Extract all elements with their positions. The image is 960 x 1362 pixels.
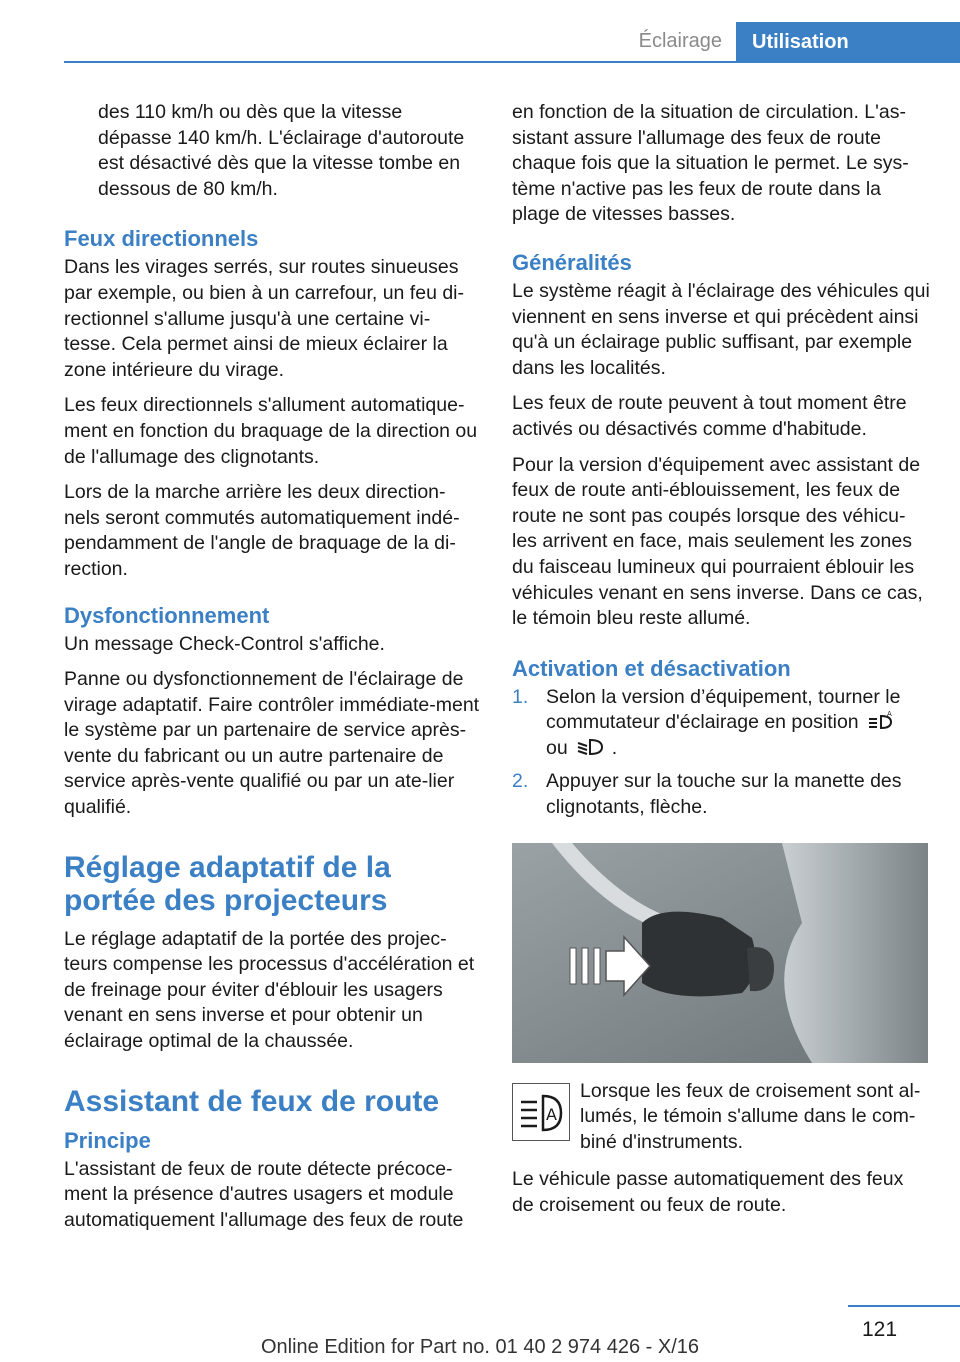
step-number: 1. [512, 685, 529, 708]
gen-paragraph-3: Pour la version d'équipement avec assistant de feux de route anti-éblouissement, les feux de route ne sont pas coupés lorsque des véhicu-les arrivent en face, mais seulement les zones du faisceau lumineux qui pourraient éblouir les véhicules venant en sens inverse. Dans ce cas, le témoin bleu reste allumé. [512, 453, 923, 630]
heading-activation: Activation et désactivation [512, 655, 791, 681]
svg-text:A: A [546, 1104, 557, 1124]
edition-footer: Online Edition for Part no. 01 40 2 974 426 - X/16 [260, 1336, 700, 1358]
indicator-note [512, 1079, 930, 1156]
reglage-paragraph: Le réglage adaptatif de la portée des projec-teurs compense les processus d'accélération et de freinage pour éviter d'éblouir les usagers venant en sens inverse et pour obtenir un éclairage optimal de la chaussée. [64, 927, 475, 1053]
dys-paragraph-2: Panne ou dysfonctionnement de l'éclairage de virage adaptatif. Faire contrôler immédiate-ment le système par un partenaire de service après-vente du fabricant ou un autre partenaire de service après-vente qualifié ou par un ate-lier qualifié. [64, 668, 480, 819]
turn-signal-lever-photo [512, 843, 928, 1063]
heading-feux-directionnels: Feux directionnels [64, 226, 259, 252]
heading-reglage: Réglage adaptatif de la portée des projecteurs [64, 850, 391, 917]
steps-list [512, 685, 930, 821]
heading-dysfonctionnement: Dysfonctionnement [64, 602, 270, 628]
left-column [64, 100, 480, 1243]
continued-paragraph: en fonction de la situation de circulation. L'as-sistant assure l'allumage des feux de route chaque fois que la situation le permet. Le sys-tème n'active pas les feux de route dans la plage de vitesses basses. [512, 101, 909, 226]
footer-rule [848, 1305, 960, 1307]
dys-paragraph-1: Un message Check-Control s'affiche. [64, 632, 385, 655]
heading-generalites: Généralités [512, 249, 632, 275]
feux-paragraph-1: Dans les virages serrés, sur routes sinueuses par exemple, ou bien à un carrefour, un feu di-rectionnel s'allume jusqu'à une certaine vi-tesse. Cela permet ainsi de mieux éclairer la zone intérieure du virage. [64, 256, 464, 381]
step-text: Appuyer sur la touche sur la manette des clignotants, flèche. [546, 770, 902, 819]
final-paragraph: Le véhicule passe automatiquement des feux de croisement ou feux de route. [512, 1168, 904, 1217]
heading-principe: Principe [64, 1127, 151, 1153]
header-section-title: Éclairage [638, 30, 722, 52]
low-beam-icon [576, 736, 604, 758]
gen-paragraph-2: Les feux de route peuvent à tout moment être activés ou désactivés comme d'habitude. [512, 392, 907, 440]
page-number: 121 [862, 1318, 898, 1341]
list-item [512, 769, 930, 820]
high-beam-assist-indicator-icon [512, 1083, 570, 1141]
feux-paragraph-2: Les feux directionnels s'allument automatique-ment en fonction du braquage de la direction ou de l'allumage des clignotants. [64, 394, 478, 468]
intro-paragraph: des 110 km/h ou dès que la vitesse dépasse 140 km/h. L'éclairage d'autoroute est désactivé dès que la vitesse tombe en dessous de 80 km/h. [98, 101, 465, 200]
header-rule [64, 61, 960, 63]
step-number: 2. [512, 770, 529, 793]
right-column [512, 100, 930, 1229]
feux-paragraph-3: Lors de la marche arrière les deux direction-nels seront commutés automatiquement indé-pendamment de l'angle de braquage de la di-rection. [64, 481, 460, 580]
auto-light-icon [867, 710, 895, 732]
gen-paragraph-1: Le système réagit à l'éclairage des véhicules qui viennent en sens inverse et qui précèdent ainsi qu'à un éclairage public suffisant, par exemple dans les localités. [512, 279, 930, 379]
note-text: Lorsque les feux de croisement sont al-lumés, le témoin s'allume dans le com-biné d'instruments. [580, 1079, 921, 1153]
list-item [512, 685, 930, 762]
svg-text:A: A [886, 710, 892, 719]
principe-paragraph: L'assistant de feux de route détecte précoce-ment la présence d'autres usagers et module automatiquement l'allumage des feux de route [64, 1157, 464, 1231]
heading-assistant: Assistant de feux de route [64, 1084, 440, 1118]
header-chapter-tab: Utilisation [736, 22, 960, 63]
step-text: Selon la version d’équipement, tourner le commutateur d'éclairage en position A ou . [546, 685, 901, 759]
